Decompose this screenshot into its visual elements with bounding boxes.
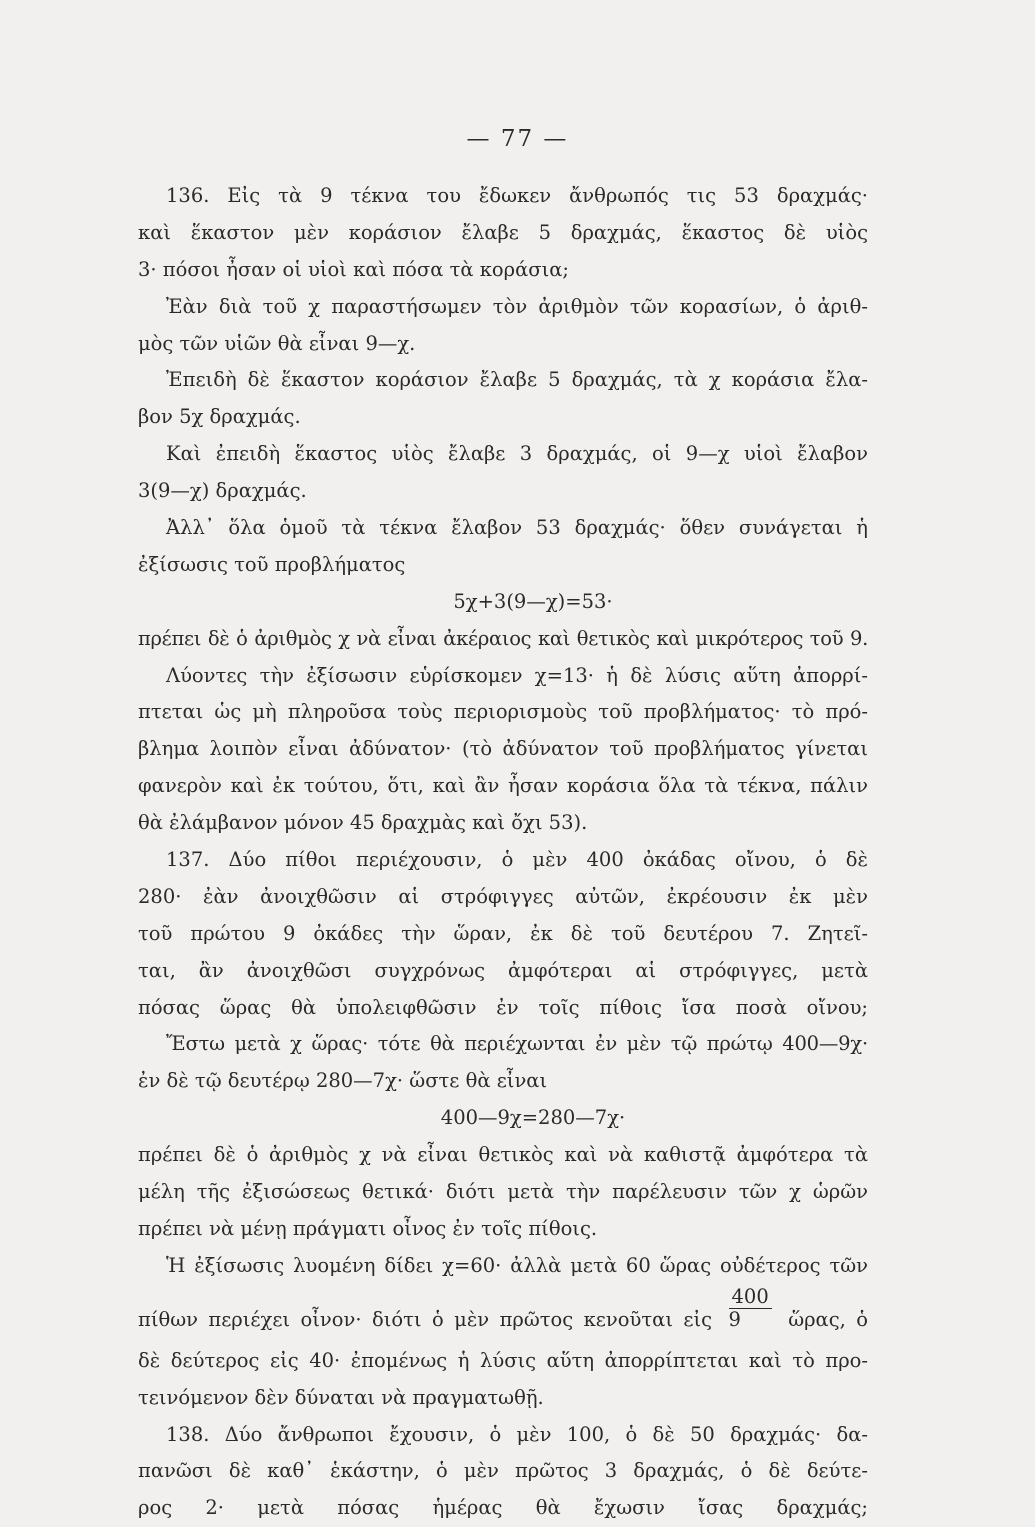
text-line: 136. Εἰς τὰ 9 τέκνα του ἔδωκεν ἄνθρωπός τις 53 δραχμάς· (166, 184, 868, 207)
text-line: ρος 2· μετὰ πόσας ἡμέρας θὰ ἔχωσιν ἴσας δραχμάς; (138, 1496, 868, 1520)
text-line: βον 5χ δραχμάς. (138, 405, 301, 429)
text-line: τοῦ πρώτου 9 ὀκάδες τὴν ὥραν, ἐκ δὲ τοῦ δευτέρου 7. Ζητεῖ- (138, 921, 868, 945)
text-line: πόσας ὥρας θὰ ὑπολειφθῶσιν ἐν τοῖς πίθοις ἴσα ποσὰ οἴνου; (138, 995, 868, 1019)
text-line: Ἐὰν διὰ τοῦ χ παραστήσωμεν τὸν ἀριθμὸν τῶν κορασίων, ὁ ἀριθ- (166, 294, 868, 318)
text-line: καὶ ἕκαστον μὲν κοράσιον ἔλαβε 5 δραχμάς, ἕκαστος δὲ υἱὸς (138, 220, 868, 244)
text-line: θὰ ἐλάμβανον μόνον 45 δραχμὰς καὶ ὄχι 53). (138, 811, 588, 835)
text-line: ἐν δὲ τῷ δευτέρῳ 280—7χ· ὥστε θὰ εἶναι (138, 1069, 548, 1093)
text-line: πρέπει δὲ ὁ ἀριθμὸς χ νὰ εἶναι θετικὸς καὶ νὰ καθιστᾷ ἀμφότερα τὰ (138, 1143, 868, 1167)
fraction-numerator: 400 (729, 1286, 772, 1309)
text-line: Λύοντες τὴν ἐξίσωσιν εὑρίσκομεν χ=13· ἡ δὲ λύσις αὕτη ἀπορρί- (166, 663, 868, 687)
text-line: δὲ δεύτερος εἰς 40· ἐπομένως ἡ λύσις αὕτη ἀπορρίπτεται καὶ τὸ προ- (138, 1348, 868, 1372)
page-number: — 77 — (466, 126, 569, 152)
text-line: ἐξίσωσις τοῦ προβλήματος (138, 552, 406, 576)
text-line: ται, ἂν ἀνοιχθῶσι συγχρόνως ἀμφότεραι αἱ στρόφιγγες, μετὰ (138, 958, 868, 982)
fraction-denominator: 9 (728, 1307, 741, 1331)
text-line: βλημα λοιπὸν εἶναι ἀδύνατον· (τὸ ἀδύνατον τοῦ προβλήματος γίνεται (138, 737, 868, 761)
equation: 5χ+3(9—χ)=53· (453, 589, 613, 613)
text-line: 3(9—χ) δραχμάς. (138, 479, 307, 503)
text-line: πτεται ὡς μὴ πληροῦσα τοὺς περιορισμοὺς τοῦ προβλήματος· τὸ πρό- (138, 700, 868, 724)
text-line: μέλη τῆς ἐξισώσεως θετικά· διότι μετὰ τὴν παρέλευσιν τῶν χ ὡρῶν (138, 1180, 868, 1204)
text-line: Ἡ ἐξίσωσις λυομένη δίδει χ=60· ἀλλὰ μετὰ 60 ὥρας οὐδέτερος τῶν (166, 1253, 868, 1277)
text-line: τεινόμενον δὲν δύναται νὰ πραγματωθῇ. (138, 1385, 544, 1409)
text-line-with-fraction (138, 1285, 868, 1343)
text-line: πανῶσι δὲ καθ᾽ ἑκάστην, ὁ μὲν πρῶτος 3 δραχμάς, ὁ δὲ δεύτε- (138, 1459, 868, 1483)
text-line: μὸς τῶν υἱῶν θὰ εἶναι 9—χ. (138, 331, 416, 355)
text-line: πρέπει δὲ ὁ ἀριθμὸς χ νὰ εἶναι ἀκέραιος καὶ θετικὸς καὶ μικρότερος τοῦ 9. (138, 626, 868, 650)
fraction (729, 1286, 772, 1331)
text-line: 3· πόσοι ἦσαν οἱ υἱοὶ καὶ πόσα τὰ κοράσια; (138, 257, 569, 281)
text-line: 280· ἐὰν ἀνοιχθῶσιν αἱ στρόφιγγες αὐτῶν, ἐκρέουσιν ἐκ μὲν (138, 884, 868, 908)
text-line: Καὶ ἐπειδὴ ἕκαστος υἱὸς ἔλαβε 3 δραχμάς, οἱ 9—χ υἱοὶ ἔλαβον (166, 442, 868, 466)
text-line: Ἐπειδὴ δὲ ἕκαστον κοράσιον ἔλαβε 5 δραχμάς, τὰ χ κοράσια ἔλα- (166, 368, 868, 392)
text-fragment: πίθων περιέχει οἶνον· διότι ὁ μὲν πρῶτος κενοῦται εἰς (138, 1307, 713, 1331)
page-body (138, 178, 868, 1527)
text-line: φανερὸν καὶ ἐκ τούτου, ὅτι, καὶ ἂν ἦσαν κοράσια ὅλα τὰ τέκνα, πάλιν (138, 774, 868, 798)
text-line: Ἀλλ᾽ ὅλα ὁμοῦ τὰ τέκνα ἔλαβον 53 δραχμάς· ὅθεν συνάγεται ἡ (166, 516, 868, 540)
equation: 400—9χ=280—7χ· (440, 1106, 626, 1130)
text-line: πρέπει νὰ μένῃ πράγματι οἶνος ἐν τοῖς πίθοις. (138, 1216, 598, 1240)
text-line: 137. Δύο πίθοι περιέχουσιν, ὁ μὲν 400 ὀκάδας οἴνου, ὁ δὲ (166, 848, 868, 872)
text-fragment: ὥρας, ὁ (788, 1307, 869, 1331)
text-line: 138. Δύο ἄνθρωποι ἔχουσιν, ὁ μὲν 100, ὁ δὲ 50 δραχμάς· δα- (166, 1422, 868, 1446)
text-line: Ἔστω μετὰ χ ὥρας· τότε θὰ περιέχωνται ἐν μὲν τῷ πρώτῳ 400—9χ· (166, 1032, 868, 1056)
